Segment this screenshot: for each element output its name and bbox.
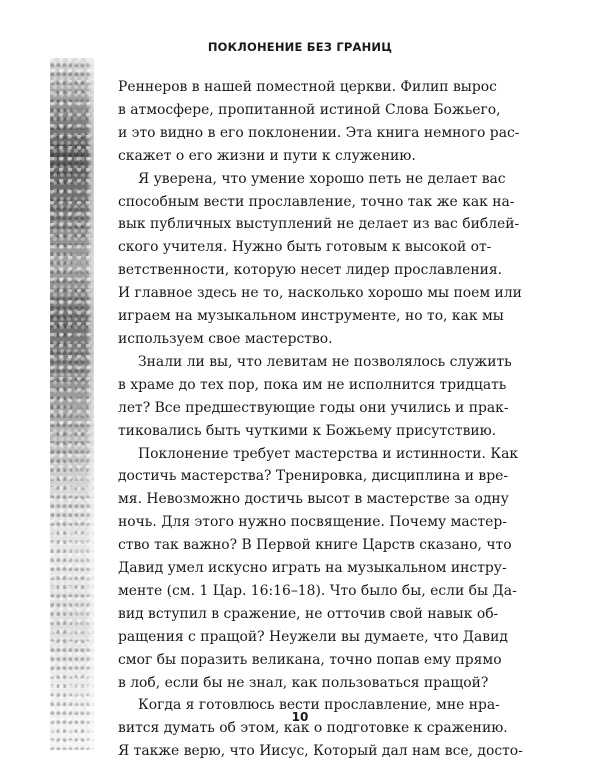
text-line: ского учителя. Нужно быть готовым к высокой от- xyxy=(118,239,492,256)
text-line: Знали ли вы, что левитам не позволялось служить xyxy=(138,353,512,370)
text-line: ство так важно? В Первой книге Царств сказано, что xyxy=(118,537,512,554)
text-line: Поклонение требует мастерства и истинности. Как xyxy=(138,445,519,462)
text-line: Я также верю, что Иисус, Который дал нам все, досто- xyxy=(118,743,523,760)
text-line: в атмосфере, пропитанной истиной Слова Божьего, xyxy=(118,101,501,118)
text-line: играем на музыкальном инструменте, но то, как мы xyxy=(118,308,504,325)
side-strip-fade xyxy=(86,58,96,750)
text-line: и это видно в его поклонении. Эта книга немного рас- xyxy=(118,124,520,141)
text-line: лет? Все предшествующие годы они учились и прак- xyxy=(118,399,509,416)
text-line: Давид умел искусно играть на музыкальном инстру- xyxy=(118,560,507,577)
text-line: Реннеров в нашей поместной церкви. Филип вырос xyxy=(118,79,497,95)
text-line: используем свое мастерство. xyxy=(118,330,333,347)
running-head: ПОКЛОНЕНИЕ БЕЗ ГРАНИЦ xyxy=(207,40,393,54)
text-line: вится думать об этом, как о подготовке к сражению. xyxy=(118,720,508,737)
text-line: И главное здесь не то, насколько хорошо мы поем или xyxy=(118,285,522,302)
body-text xyxy=(118,76,523,763)
text-line: в лоб, если бы не знал, как пользоваться пращой? xyxy=(118,674,489,691)
text-line: менте (см. 1 Цар. 16:16–18). Что было бы, если бы Да- xyxy=(118,582,517,599)
text-line: в храме до тех пор, пока им не исполнится тридцать xyxy=(118,376,507,393)
text-line: тиковались быть чуткими к Божьему присутствию. xyxy=(118,422,497,439)
text-line: ращения с пращой? Неужели вы думаете, что Давид xyxy=(118,628,508,645)
text-line: вид вступил в сражение, не отточив свой навык об- xyxy=(118,605,499,622)
text-line: смог бы поразить великана, точно попав ему прямо xyxy=(118,651,502,668)
text-line: вык публичных выступлений не делает из вас библей- xyxy=(118,216,520,233)
text-line: скажет о его жизни и пути к служению. xyxy=(118,147,416,164)
text-line: ночь. Для этого нужно посвящение. Почему мастер- xyxy=(118,514,507,531)
text-line: мя. Невозможно достичь высот в мастерстве за одну xyxy=(118,491,509,508)
page-number: 10 xyxy=(291,710,309,724)
text-line: ветственности, которую несет лидер прославления. xyxy=(118,262,503,279)
text-line: достичь мастерства? Тренировка, дисциплина и вре- xyxy=(118,468,509,485)
text-line: Когда я готовлюсь вести прославление, мне нра- xyxy=(138,697,500,714)
text-line: способным вести прославление, точно так же как на- xyxy=(118,193,515,210)
text-line: Я уверена, что умение хорошо петь не делает вас xyxy=(138,170,506,187)
